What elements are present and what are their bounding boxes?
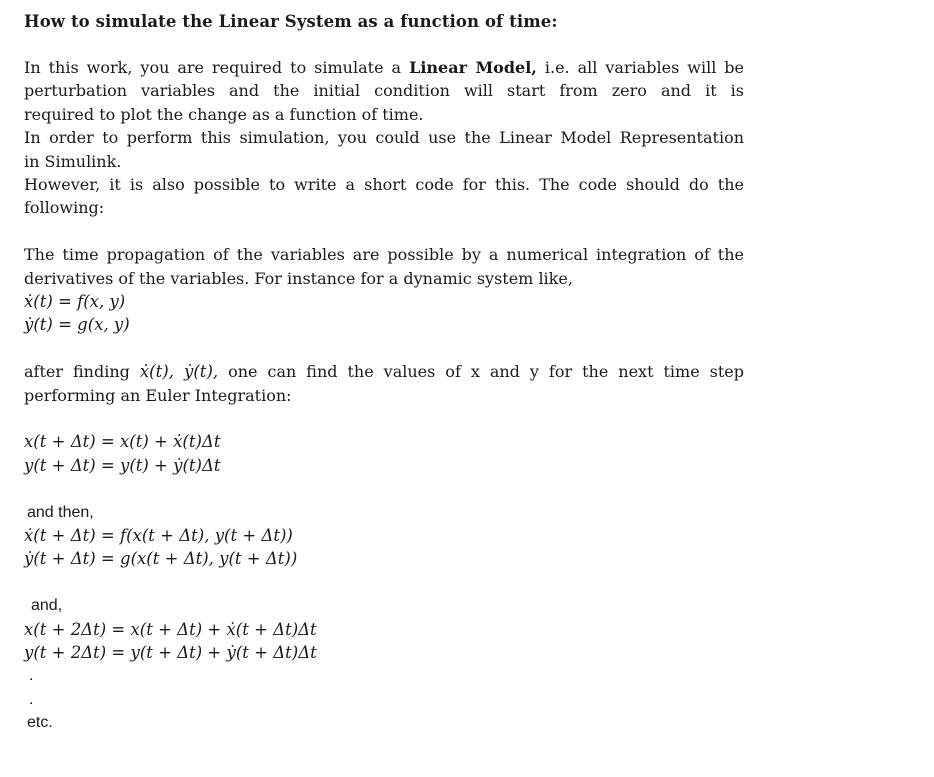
intro-paragraph: [24, 56, 744, 220]
euler-paragraph: [24, 360, 744, 407]
euler-line-2: performing an Euler Integration:: [24, 385, 292, 405]
and-equation-x: x(t + 2Δt) = x(t + Δt) + ẋ(t + Δt)Δt: [24, 619, 317, 639]
intro-line-3: required to plot the change as a function of time.: [24, 104, 424, 124]
euler-line-1: [24, 360, 744, 383]
euler-equation-y: y(t + Δt) = y(t) + ẏ(t)Δt: [24, 455, 221, 475]
spacer: [24, 477, 744, 500]
intro-line-5: in Simulink.: [24, 151, 122, 171]
intro-line-4: In order to perform this simulation, you could use the Linear Model Representation: [24, 128, 744, 148]
euler-text-a: after finding: [24, 362, 140, 382]
spacer: [24, 407, 744, 430]
propagation-paragraph: [24, 243, 744, 290]
etc-label: etc.: [27, 714, 53, 732]
propagation-line-1: The time propagation of the variables are possible by a numerical integration of the: [24, 245, 744, 265]
continuation-dot-2: .: [29, 690, 34, 708]
and-then-equation-x: ẋ(t + Δt) = f(x(t + Δt), y(t + Δt)): [24, 526, 293, 546]
intro-line-2: perturbation variables and the initial condition will start from zero and it is: [24, 81, 744, 101]
spacer: [24, 34, 744, 56]
equation-ydot: ẏ(t) = g(x, y): [24, 315, 130, 335]
and-then-label: and then,: [27, 503, 94, 521]
propagation-line-2: derivatives of the variables. For instance for a dynamic system like,: [24, 268, 573, 288]
and-equation-y: y(t + 2Δt) = y(t + Δt) + ẏ(t + Δt)Δt: [24, 643, 317, 663]
intro-line-7: following:: [24, 198, 105, 218]
intro-text-b: i.e. all variables will be: [536, 58, 745, 77]
intro-line-1: [24, 56, 744, 79]
intro-text-a: In this work, you are required to simulate a: [24, 58, 410, 77]
equation-xdot: ẋ(t) = f(x, y): [24, 292, 126, 312]
and-then-equation-y: ẏ(t + Δt) = g(x(t + Δt), y(t + Δt)): [24, 549, 298, 569]
continuation-dot-1: .: [29, 667, 34, 685]
spacer: [24, 337, 744, 360]
linear-model-bold: Linear Model,: [409, 58, 537, 77]
euler-text-b: one can find the values of x and y for the next time step: [218, 362, 745, 382]
intro-line-6: However, it is also possible to write a short code for this. The code should do the: [24, 175, 744, 195]
spacer: [24, 220, 744, 243]
spacer: [24, 571, 744, 594]
document-title: How to simulate the Linear System as a function of time:: [24, 12, 558, 31]
document: [24, 10, 744, 735]
and-label: and,: [31, 597, 63, 615]
euler-equation-x: x(t + Δt) = x(t) + ẋ(t)Δt: [24, 432, 221, 452]
euler-inline-math: ẋ(t), ẏ(t),: [139, 362, 219, 382]
